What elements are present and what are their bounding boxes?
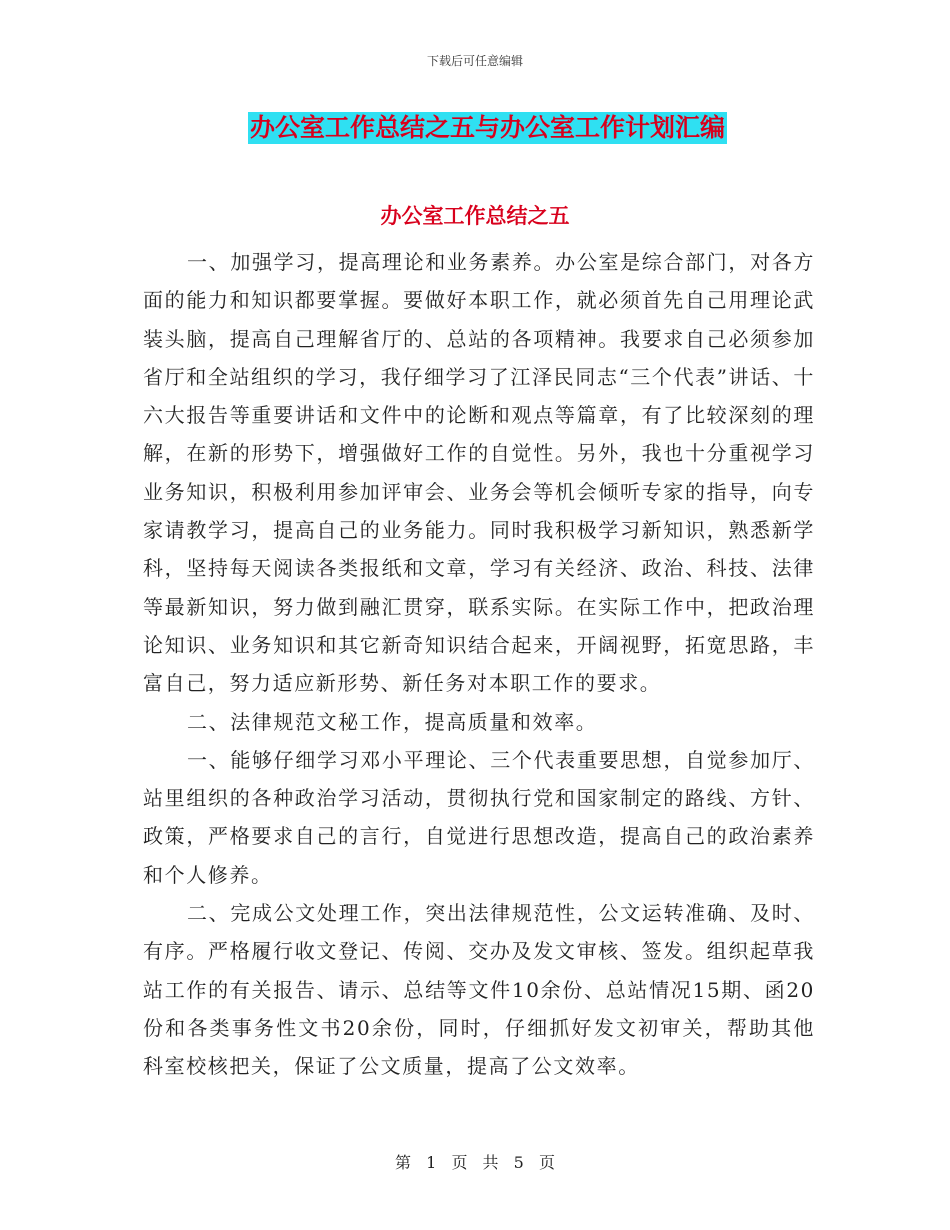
- current-page-number: 1: [426, 1153, 437, 1172]
- page-label-mid: 页: [451, 1153, 468, 1172]
- section-title: 办公室工作总结之五: [380, 204, 570, 228]
- document-body: [143, 243, 815, 1086]
- page-footer: [0, 1150, 950, 1173]
- page-label-suffix: 页: [538, 1153, 555, 1172]
- page-label-prefix: 第: [395, 1153, 412, 1172]
- paragraph-2: 二、法律规范文秘工作，提高质量和效率。: [187, 709, 598, 734]
- paragraph-1: 一、加强学习，提高理论和业务素养。办公室是综合部门，对各方面的能力和知识都要掌握。要做好本职工作，就必须首先自己用理论武装头脑，提高自己理解省厅的、总站的各项精神。我要求自己必须参加省厅和全站组织的学习，我仔细学习了江泽民同志“三个代表”讲话、十六大报告等重要讲话和文件中的论断和观点等篇章，有了比较深刻的理解，在新的形势下，增强做好工作的自觉性。另外，我也十分重视学习业务知识，积极利用参加评审会、业务会等机会倾听专家的指导，向专家请教学习，提高自己的业务能力。同时我积极学习新知识，熟悉新学科，坚持每天阅读各类报纸和文章，学习有关经济、政治、科技、法律等最新知识，努力做到融汇贯穿，联系实际。在实际工作中，把政治理论知识、业务知识和其它新奇知识结合起来，开阔视野，拓宽思路，丰富自己，努力适应新形势、新任务对本职工作的要求。: [143, 250, 815, 696]
- total-pages-number: 5: [513, 1153, 524, 1172]
- document-title: 办公室工作总结之五与办公室工作计划汇编: [250, 113, 726, 142]
- page-header: 下载后可任意编辑: [426, 54, 523, 68]
- paragraph-3: 一、能够仔细学习邓小平理论、三个代表重要思想，自觉参加厅、站里组织的各种政治学习活动，贯彻执行党和国家制定的路线、方针、政策，严格要求自己的言行，自觉进行思想改造，提高自己的政治素养和个人修养。: [143, 747, 815, 887]
- total-label: 共: [482, 1153, 499, 1172]
- paragraph-4: 二、完成公文处理工作，突出法律规范性，公文运转准确、及时、有序。严格履行收文登记、传阅、交办及发文审核、签发。组织起草我站工作的有关报告、请示、总结等文件10余份、总站情况15期、函20份和各类事务性文书20余份，同时，仔细抓好发文初审关，帮助其他科室校核把关，保证了公文质量，提高了公文效率。: [143, 901, 815, 1079]
